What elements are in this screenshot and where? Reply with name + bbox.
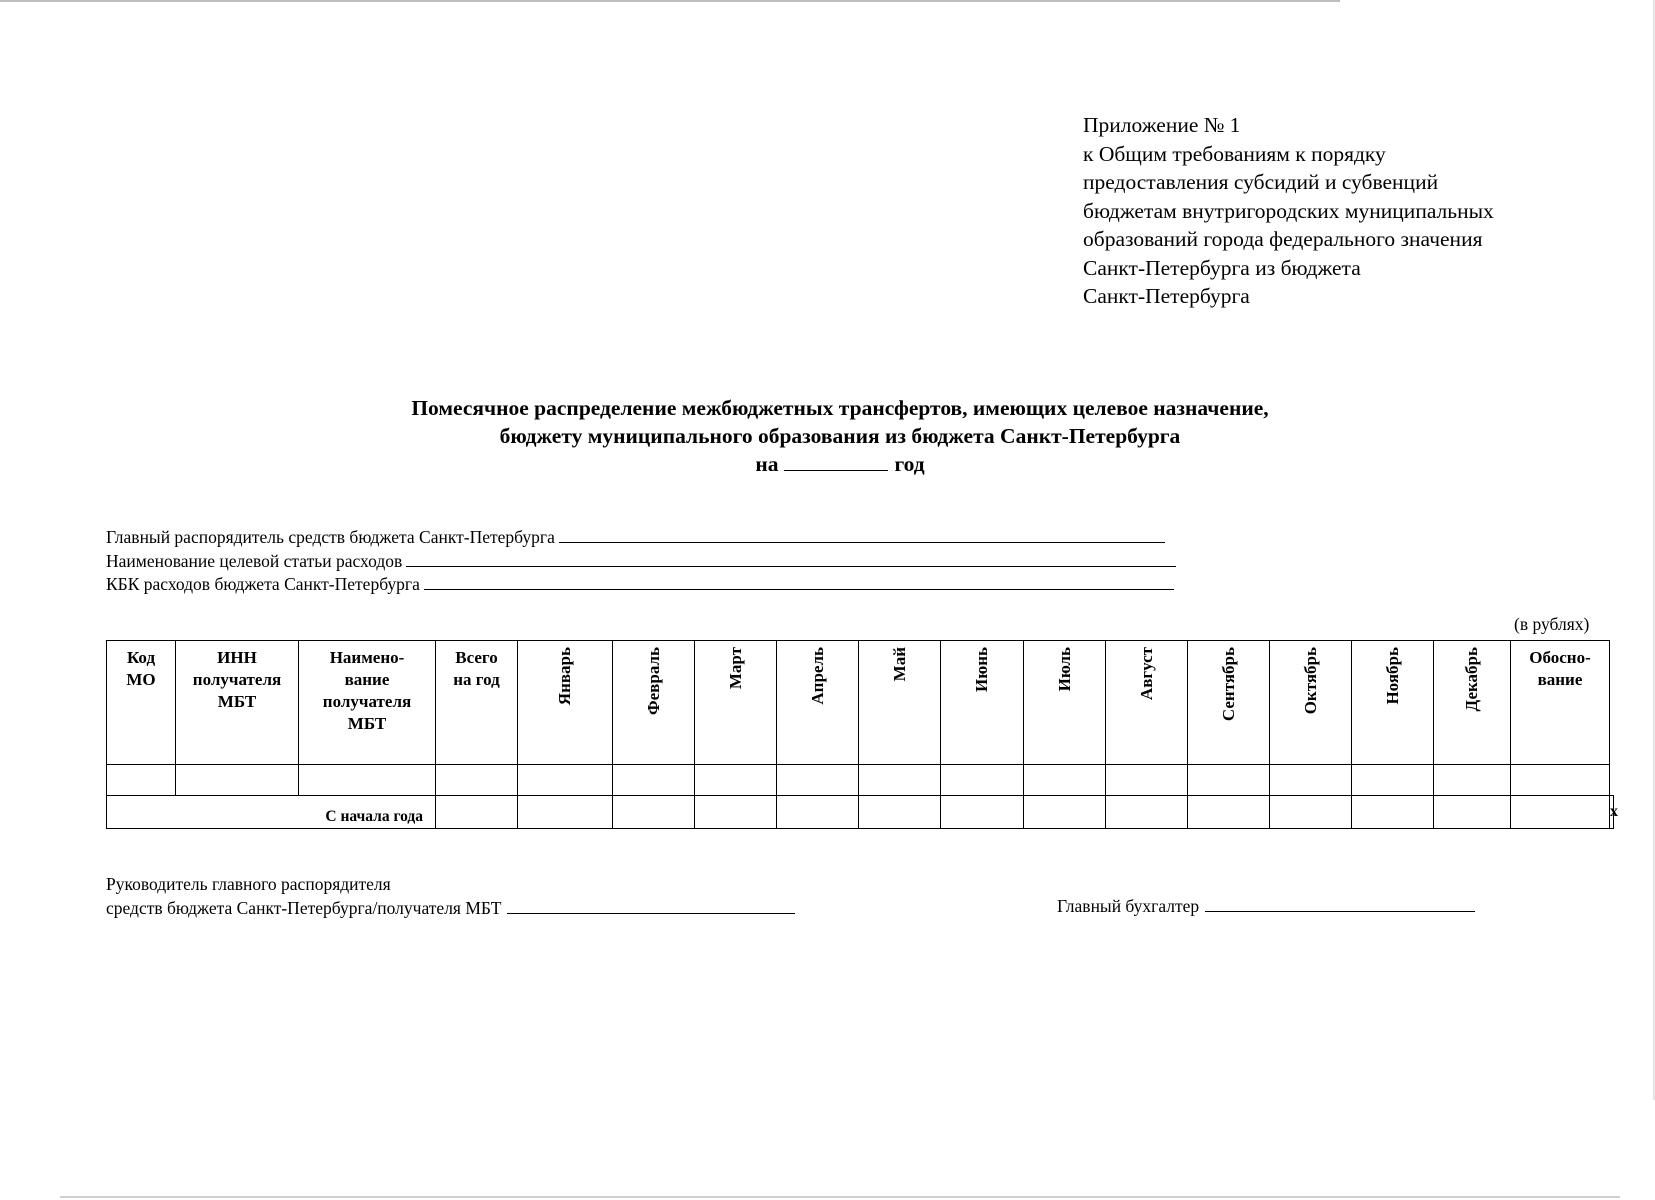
table-cell[interactable] <box>1188 765 1270 796</box>
table-cell[interactable] <box>176 765 299 796</box>
appendix-line: Санкт-Петербурга <box>1083 284 1250 308</box>
title-year-line <box>0 450 1655 478</box>
field-blank-line[interactable] <box>424 575 1174 590</box>
header-month-jun: Июнь <box>941 641 1024 765</box>
field-main-manager <box>106 526 1176 550</box>
table-cell[interactable] <box>941 765 1024 796</box>
header-inn: ИНН получателя МБТ <box>176 641 299 765</box>
header-code-mo: Код МО <box>107 641 176 765</box>
header-month-jul: Июль <box>1024 641 1106 765</box>
header-fields <box>106 526 1176 597</box>
table-cell[interactable] <box>1511 796 1610 829</box>
appendix-line: к Общим требованиям к порядку <box>1083 141 1386 166</box>
table-cell[interactable] <box>1434 796 1511 829</box>
table-cell[interactable] <box>859 765 941 796</box>
header-month-may: Май <box>859 641 941 765</box>
units-label: (в рублях) <box>1514 614 1590 634</box>
total-row-x-mark: х <box>1610 796 1614 829</box>
total-row <box>107 796 1614 829</box>
total-row-label: С начала года <box>107 796 436 829</box>
table-cell[interactable] <box>1270 765 1352 796</box>
field-label: Наименование целевой статьи расходов <box>106 550 403 571</box>
scan-edge-top <box>0 0 1340 2</box>
header-recipient-name: Наимено- вание получателя МБТ <box>299 641 436 765</box>
header-month-oct: Октябрь <box>1270 641 1352 765</box>
table-cell[interactable] <box>1511 765 1610 796</box>
year-prefix: на <box>755 452 779 476</box>
header-month-aug: Август <box>1106 641 1188 765</box>
head-signature-blank[interactable] <box>507 899 795 914</box>
table-cell[interactable] <box>1352 796 1434 829</box>
table-cell[interactable] <box>518 796 613 829</box>
field-label: КБК расходов бюджета Санкт-Петербурга <box>106 574 420 594</box>
scan-edge-bottom <box>60 1196 1620 1198</box>
table-cell[interactable] <box>695 796 777 829</box>
distribution-table <box>106 640 1618 829</box>
field-blank-line[interactable] <box>406 552 1176 567</box>
table-cell[interactable] <box>777 796 859 829</box>
header-justification: Обосно- вание <box>1511 641 1610 765</box>
head-signature-line-2: средств бюджета Санкт-Петербурга/получателя МБТ <box>106 896 795 920</box>
table-cell[interactable] <box>1270 796 1352 829</box>
field-label: Главный распорядитель средств бюджета Санкт-Петербурга <box>106 527 555 547</box>
table-row <box>107 765 1614 796</box>
header-month-dec: Декабрь <box>1434 641 1511 765</box>
header-month-feb: Февраль <box>613 641 695 765</box>
table-cell[interactable] <box>859 796 941 829</box>
header-month-mar: Март <box>695 641 777 765</box>
table-cell[interactable] <box>436 796 518 829</box>
header-month-nov: Ноябрь <box>1352 641 1434 765</box>
table-header-row <box>107 641 1614 765</box>
field-target-article <box>106 550 1176 574</box>
head-signature-block <box>106 872 795 920</box>
header-month-jan: Январь <box>518 641 613 765</box>
table-cell[interactable] <box>1106 765 1188 796</box>
chief-accountant-signature: Главный бухгалтер <box>1057 896 1475 917</box>
appendix-line: образований города федерального значения <box>1083 227 1483 251</box>
field-blank-line[interactable] <box>559 528 1165 543</box>
table-cell[interactable] <box>613 796 695 829</box>
title-line-1: Помесячное распределение межбюджетных трансфертов, имеющих целевое назначение, <box>411 396 1269 420</box>
table-cell[interactable] <box>1434 765 1511 796</box>
header-total-year: Всего на год <box>436 641 518 765</box>
appendix-line: Приложение № 1 <box>1083 113 1241 137</box>
title-line-2: бюджету муниципального образования из бюджета Санкт-Петербурга <box>499 424 1181 448</box>
table-cell[interactable] <box>1106 796 1188 829</box>
document-title <box>0 394 1655 478</box>
appendix-line: бюджетам внутригородских муниципальных <box>1083 198 1494 223</box>
head-signature-line-1: Руководитель главного распорядителя <box>106 874 391 894</box>
table-cell[interactable] <box>941 796 1024 829</box>
chief-accountant-blank[interactable] <box>1205 897 1475 912</box>
year-suffix: год <box>894 452 925 476</box>
header-month-apr: Апрель <box>777 641 859 765</box>
table-cell[interactable] <box>695 765 777 796</box>
header-month-sep: Сентябрь <box>1188 641 1270 765</box>
table-cell[interactable] <box>777 765 859 796</box>
table-cell[interactable] <box>299 765 436 796</box>
table-cell[interactable] <box>613 765 695 796</box>
year-blank-field[interactable] <box>784 454 888 471</box>
field-kbk <box>106 573 1176 597</box>
appendix-line: предоставления субсидий и субвенций <box>1083 170 1439 194</box>
table-cell[interactable] <box>1024 765 1106 796</box>
table-cell[interactable] <box>107 765 176 796</box>
table-cell[interactable] <box>1352 765 1434 796</box>
appendix-line: Санкт-Петербурга из бюджета <box>1083 255 1361 280</box>
table-cell[interactable] <box>1024 796 1106 829</box>
table-cell[interactable] <box>1188 796 1270 829</box>
table-cell[interactable] <box>436 765 518 796</box>
table-cell[interactable] <box>518 765 613 796</box>
appendix-note <box>1083 111 1494 311</box>
